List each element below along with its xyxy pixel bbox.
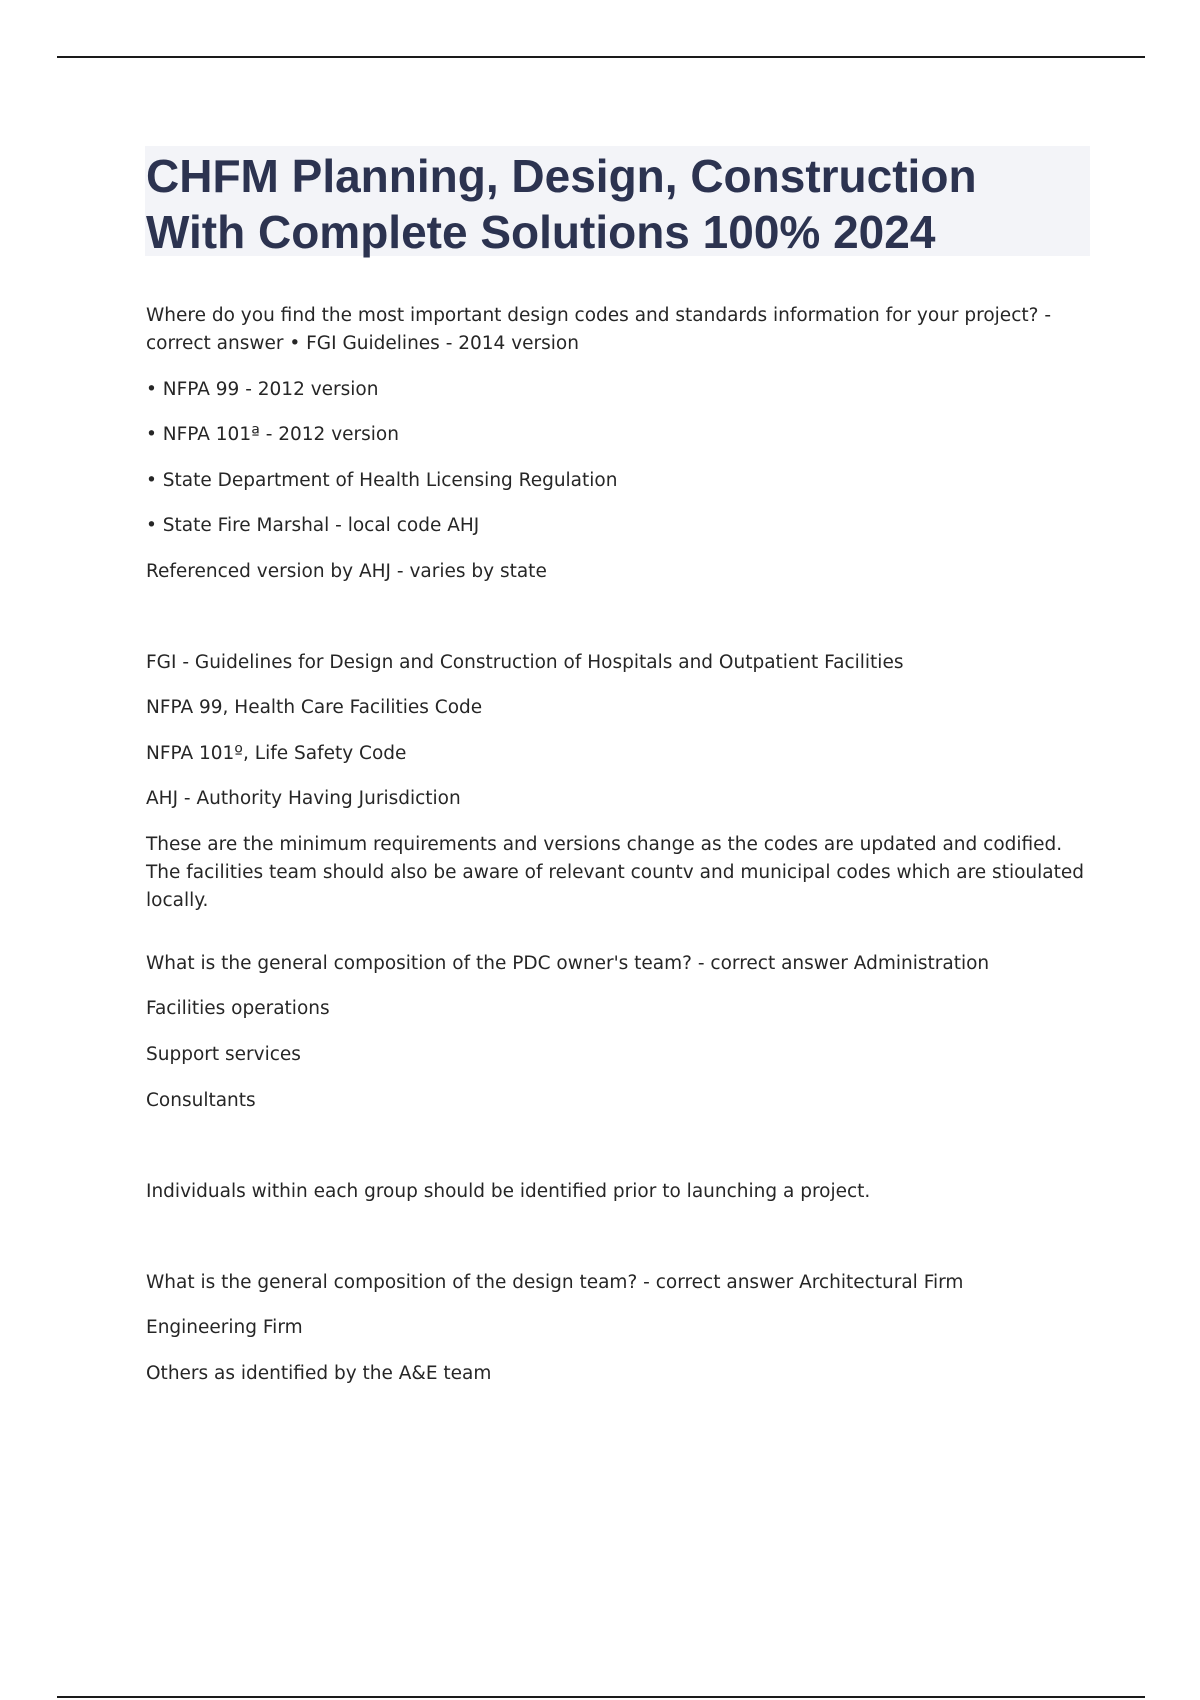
bullet-state-fire-marshal: • State Fire Marshal - local code AHJ [146, 515, 480, 536]
bottom-rule [57, 1696, 1145, 1698]
design-team-engineering: Engineering Firm [146, 1317, 303, 1338]
referenced-version-note: Referenced version by AHJ - varies by state [146, 561, 547, 582]
bullet-nfpa-101: • NFPA 101ª - 2012 version [146, 424, 399, 445]
bullet-state-health-dept: • State Department of Health Licensing Regulation [146, 470, 618, 491]
definition-nfpa-101: NFPA 101º, Life Safety Code [146, 743, 407, 764]
question-owners-team: What is the general composition of the PDC owner's team? - correct answer Administration [146, 953, 990, 974]
individuals-note: Individuals within each group should be identified prior to launching a project. [146, 1181, 871, 1202]
top-rule [57, 56, 1145, 58]
question-design-team: What is the general composition of the design team? - correct answer Architectural Firm [146, 1272, 964, 1293]
minimum-requirements-paragraph: These are the minimum requirements and versions change as the codes are updated and codified. The facilities team should also be aware of relevant countv and municipal codes which are stioulated locally. [146, 834, 1084, 911]
design-team-others: Others as identified by the A&E team [146, 1363, 492, 1384]
bullet-nfpa-99: • NFPA 99 - 2012 version [146, 379, 379, 400]
owners-team-support: Support services [146, 1044, 301, 1065]
definition-ahj: AHJ - Authority Having Jurisdiction [146, 788, 461, 809]
owners-team-consultants: Consultants [146, 1090, 256, 1111]
owners-team-facilities: Facilities operations [146, 998, 330, 1019]
question-codes-standards: Where do you find the most important design codes and standards information for your project? - correct answer • FGI Guidelines - 2014 version [146, 305, 1051, 354]
document-title: CHFM Planning, Design, Construction With Complete Solutions 100% 2024 [146, 150, 977, 258]
definition-fgi: FGI - Guidelines for Design and Construction of Hospitals and Outpatient Facilities [146, 652, 904, 673]
definition-nfpa-99: NFPA 99, Health Care Facilities Code [146, 697, 483, 718]
